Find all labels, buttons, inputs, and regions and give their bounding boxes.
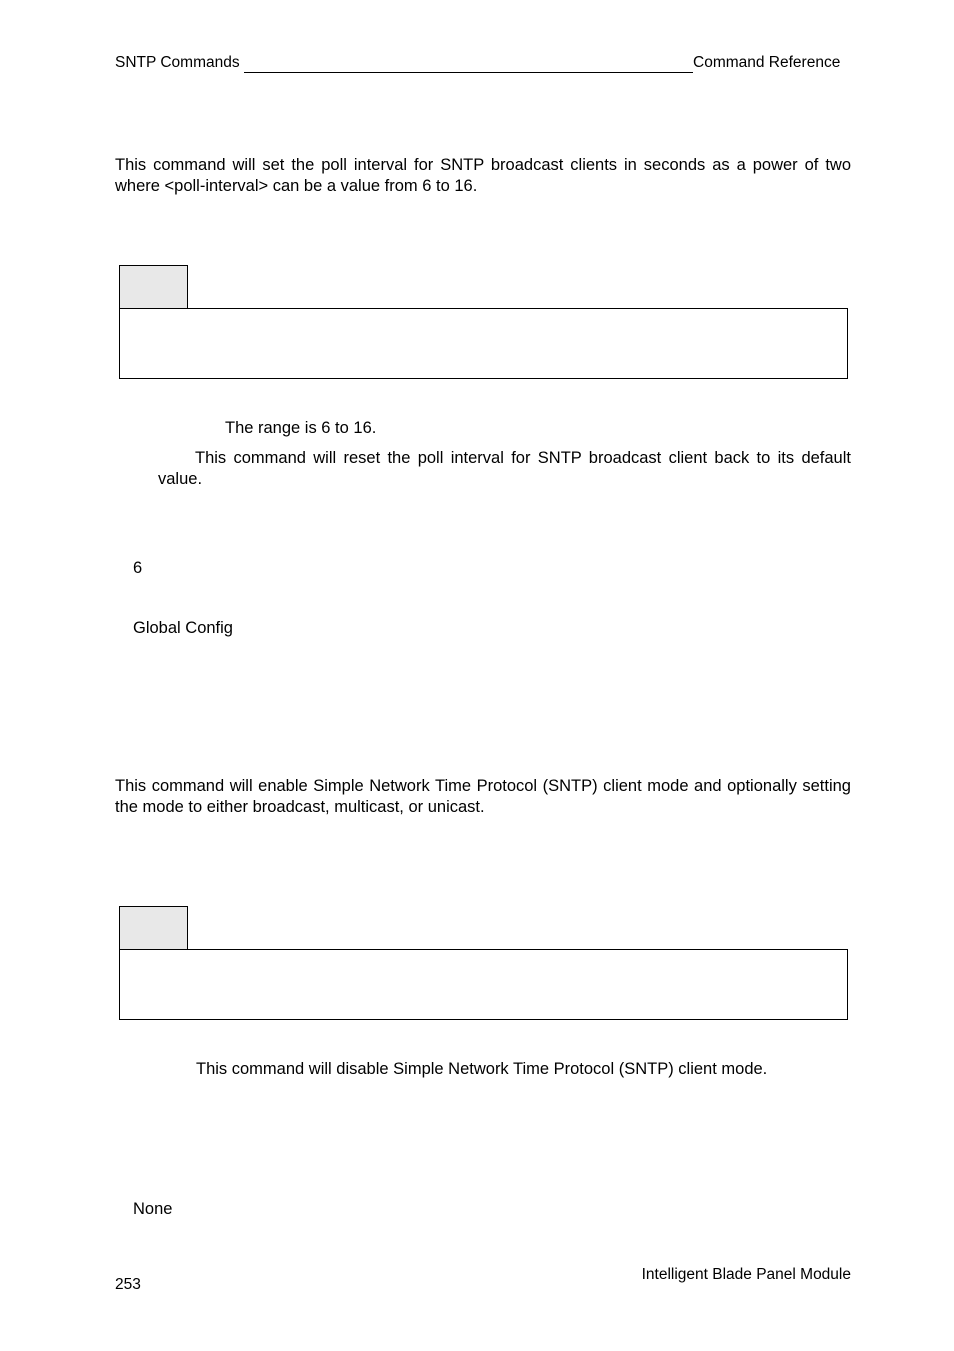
header-rule <box>244 72 693 73</box>
section2-format-box <box>119 949 848 1020</box>
section1-default-value: 6 <box>133 559 143 577</box>
section1-format-tab <box>119 265 188 308</box>
section2-description: This command will enable Simple Network Time Protocol (SNTP) client mode and optionally setting the mode to either broadcast, multicast, or unicast. <box>115 777 851 816</box>
section1-format-box <box>119 308 848 379</box>
section1-description: This command will set the poll interval for SNTP broadcast clients in seconds as a power of two where <poll-interval> can be a value from 6 to 16. <box>115 156 851 195</box>
section2-format-tab <box>119 906 188 949</box>
header-section-title: SNTP Commands <box>115 54 240 71</box>
header-document-title: Command Reference <box>693 54 841 71</box>
section2-default-value: None <box>133 1200 173 1218</box>
footer-product-name: Intelligent Blade Panel Module <box>641 1266 851 1283</box>
section1-range-text: The range is 6 to 16. <box>225 419 377 437</box>
section1-no-form-text: This command will reset the poll interval for SNTP broadcast client back to its default value. <box>158 449 851 488</box>
section1-command-mode: Global Config <box>133 619 233 637</box>
section2-no-form-text: This command will disable Simple Network Time Protocol (SNTP) client mode. <box>196 1060 768 1078</box>
footer-page-number: 253 <box>115 1276 141 1293</box>
